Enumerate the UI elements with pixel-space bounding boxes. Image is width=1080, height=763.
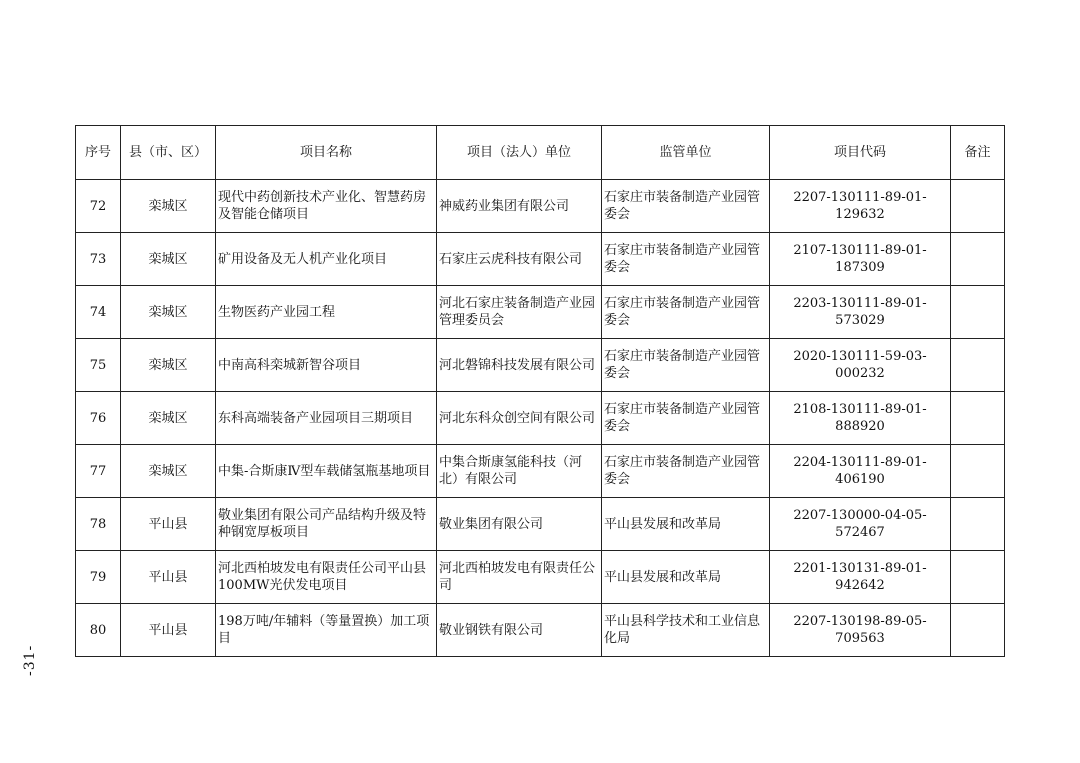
table-row [76,286,1005,339]
legal-unit: 敬业集团有限公司 [437,498,602,551]
remarks [951,233,1005,286]
remarks [951,604,1005,657]
row-number: 73 [76,233,121,286]
remarks [951,339,1005,392]
project-name: 中集-合斯康Ⅳ型车载储氢瓶基地项目 [216,445,437,498]
table-row [76,180,1005,233]
supervising-unit: 石家庄市装备制造产业园管委会 [602,286,770,339]
row-number: 78 [76,498,121,551]
project-code: 2203-130111-89-01-573029 [770,286,951,339]
project-code: 2207-130198-89-05-709563 [770,604,951,657]
header-cell: 项目（法人）单位 [437,126,602,180]
supervising-unit: 石家庄市装备制造产业园管委会 [602,445,770,498]
supervising-unit: 石家庄市装备制造产业园管委会 [602,180,770,233]
row-number: 77 [76,445,121,498]
header-cell: 项目代码 [770,126,951,180]
county: 栾城区 [121,233,216,286]
county: 平山县 [121,498,216,551]
project-name: 河北西柏坡发电有限责任公司平山县100MW光伏发电项目 [216,551,437,604]
county: 栾城区 [121,286,216,339]
project-name: 矿用设备及无人机产业化项目 [216,233,437,286]
legal-unit: 神威药业集团有限公司 [437,180,602,233]
header-cell: 备注 [951,126,1005,180]
table-row [76,392,1005,445]
remarks [951,498,1005,551]
remarks [951,286,1005,339]
supervising-unit: 石家庄市装备制造产业园管委会 [602,392,770,445]
table-row [76,551,1005,604]
table-row [76,445,1005,498]
table-header-row [76,126,1005,180]
legal-unit: 石家庄云虎科技有限公司 [437,233,602,286]
project-name: 198万吨/年辅料（等量置换）加工项目 [216,604,437,657]
county: 栾城区 [121,392,216,445]
project-name: 生物医药产业园工程 [216,286,437,339]
table-row [76,339,1005,392]
supervising-unit: 平山县发展和改革局 [602,498,770,551]
project-name: 敬业集团有限公司产品结构升级及特种钢宽厚板项目 [216,498,437,551]
project-name: 东科高端装备产业园项目三期项目 [216,392,437,445]
header-cell: 项目名称 [216,126,437,180]
county: 平山县 [121,604,216,657]
page-number: -31- [22,644,38,676]
project-table [75,125,1005,657]
remarks [951,551,1005,604]
project-code: 2201-130131-89-01-942642 [770,551,951,604]
remarks [951,445,1005,498]
project-code: 2204-130111-89-01-406190 [770,445,951,498]
header-cell: 监管单位 [602,126,770,180]
table-row [76,233,1005,286]
supervising-unit: 石家庄市装备制造产业园管委会 [602,339,770,392]
project-code: 2207-130000-04-05-572467 [770,498,951,551]
row-number: 76 [76,392,121,445]
county: 平山县 [121,551,216,604]
county: 栾城区 [121,180,216,233]
project-name: 中南高科栾城新智谷项目 [216,339,437,392]
header-cell: 县（市、区） [121,126,216,180]
supervising-unit: 平山县科学技术和工业信息化局 [602,604,770,657]
county: 栾城区 [121,339,216,392]
table-row [76,604,1005,657]
row-number: 80 [76,604,121,657]
table-row [76,498,1005,551]
legal-unit: 河北石家庄装备制造产业园管理委员会 [437,286,602,339]
row-number: 75 [76,339,121,392]
legal-unit: 敬业钢铁有限公司 [437,604,602,657]
legal-unit: 河北磐锦科技发展有限公司 [437,339,602,392]
row-number: 79 [76,551,121,604]
county: 栾城区 [121,445,216,498]
legal-unit: 河北西柏坡发电有限责任公司 [437,551,602,604]
remarks [951,392,1005,445]
legal-unit: 中集合斯康氢能科技（河北）有限公司 [437,445,602,498]
header-cell: 序号 [76,126,121,180]
row-number: 72 [76,180,121,233]
project-code: 2020-130111-59-03-000232 [770,339,951,392]
remarks [951,180,1005,233]
supervising-unit: 石家庄市装备制造产业园管委会 [602,233,770,286]
project-code: 2207-130111-89-01-129632 [770,180,951,233]
project-name: 现代中药创新技术产业化、智慧药房及智能仓储项目 [216,180,437,233]
legal-unit: 河北东科众创空间有限公司 [437,392,602,445]
row-number: 74 [76,286,121,339]
supervising-unit: 平山县发展和改革局 [602,551,770,604]
project-code: 2107-130111-89-01-187309 [770,233,951,286]
project-code: 2108-130111-89-01-888920 [770,392,951,445]
